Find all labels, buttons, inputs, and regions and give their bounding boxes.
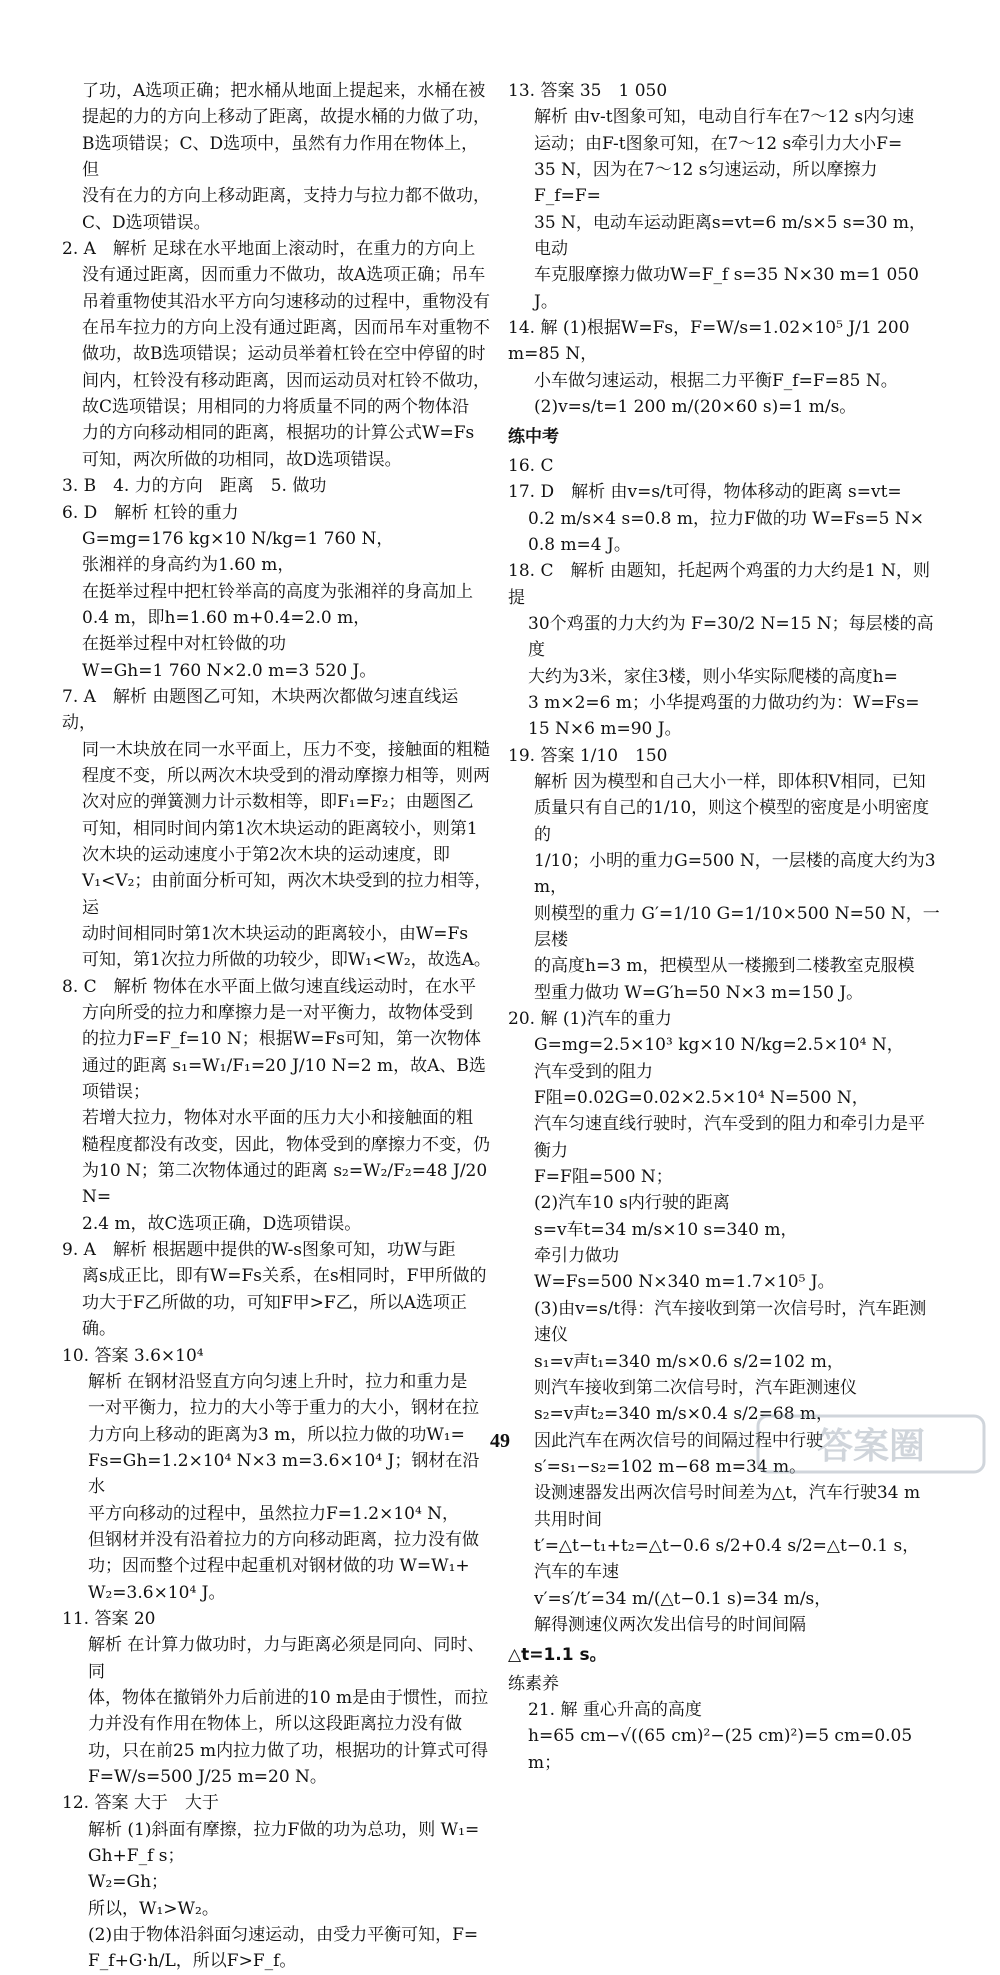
text-line: 速仪 bbox=[534, 1325, 568, 1346]
text-line: (2)v=s/t=1 200 m/(20×60 s)=1 m/s。 bbox=[534, 397, 857, 418]
text-line: 次对应的弹簧测力计示数相等，即F₁=F₂；由题图乙 bbox=[82, 792, 474, 813]
text-line: W₂=Gh； bbox=[88, 1872, 169, 1893]
text-line: 体，物体在撤销外力后前进的10 m是由于惯性，而拉 bbox=[88, 1687, 489, 1708]
text-line: Gh+F_f s； bbox=[88, 1846, 185, 1867]
text-line: 汽车受到的阻力 bbox=[534, 1061, 653, 1082]
left-column bbox=[62, 78, 492, 1975]
text-line: 设测速器发出两次信号时间差为△t，汽车行驶34 m bbox=[534, 1483, 921, 1504]
questions-3-5: 3. B 4. 力的方向 距离 5. 做功 bbox=[62, 476, 327, 497]
text-line: 0.2 m/s×4 s=0.8 m，拉力F做的功 W=Fs=5 N× bbox=[528, 508, 925, 529]
text-line: s=v车t=34 m/s×10 s=340 m， bbox=[534, 1219, 798, 1240]
text-line: v′=s′/t′=34 m/(△t−0.1 s)=34 m/s， bbox=[534, 1588, 832, 1609]
text-line: 了功，A选项正确；把水桶从地面上提起来，水桶在被 bbox=[82, 81, 486, 101]
text-line: F=W/s=500 J/25 m=20 N。 bbox=[88, 1767, 327, 1787]
text-line: W=Fs=500 N×340 m=1.7×10⁵ J。 bbox=[534, 1272, 835, 1293]
text-line: 则汽车接收到第二次信号时，汽车距测速仪 bbox=[534, 1377, 857, 1398]
text-line: 方向所受的拉力和摩擦力是一对平衡力，故物体受到 bbox=[82, 1003, 473, 1024]
text-line: 力的方向移动相同的距离，根据功的计算公式W=Fs bbox=[82, 423, 475, 444]
text-line: 张湘祥的身高约为1.60 m， bbox=[82, 555, 295, 576]
text-line: F阻=0.02G=0.02×2.5×10⁴ N=500 N， bbox=[534, 1088, 869, 1109]
text-line: 若增大拉力，物体对水平面的压力大小和接触面的粗 bbox=[82, 1108, 473, 1129]
text-line: 解析 在计算力做功时，力与距离必须是同向、同时、同 bbox=[88, 1635, 485, 1682]
text-line: 1/10；小明的重力G=500 N，一层楼的高度大约为3 m， bbox=[534, 850, 941, 898]
text-line: 吊着重物使其沿水平方向匀速移动的过程中，重物没有 bbox=[82, 291, 490, 312]
text-line: (2)汽车10 s内行驶的距离 bbox=[534, 1193, 730, 1214]
question-11: 11. 答案 20 bbox=[62, 1608, 156, 1629]
text-line: 程度不变，所以两次木块受到的滑动摩擦力相等，则两 bbox=[82, 765, 490, 786]
text-line: 动时间相同时第1次木块运动的距离较小，由W=Fs bbox=[82, 924, 469, 944]
question-21: 练素养 bbox=[508, 1673, 559, 1694]
text-line: 一对平衡力，拉力的大小等于重力的大小，钢材在拉 bbox=[88, 1398, 479, 1419]
question-17: 17. D 解析 由v=s/t可得，物体移动的距离 s=vt= bbox=[508, 482, 902, 503]
text-line: W₂=3.6×10⁴ J。 bbox=[88, 1582, 226, 1603]
text-line: 牵引力做功 bbox=[534, 1246, 619, 1267]
text-line: 大约为3米，家住3楼，则小华实际爬楼的高度h= bbox=[528, 666, 898, 687]
text-line: 3 m×2=6 m；小华提鸡蛋的力做功约为：W=Fs= bbox=[528, 692, 920, 713]
text-line: s₁=v声t₁=340 m/s×0.6 s/2=102 m， bbox=[534, 1351, 844, 1372]
text-line: 0.8 m=4 J。 bbox=[528, 534, 631, 555]
question-14: 14. 解 (1)根据W=Fs，F=W/s=1.02×10⁵ J/1 200 m=85 N， bbox=[508, 318, 915, 365]
text-line: 15 N×6 m=90 J。 bbox=[528, 719, 682, 740]
text-line: 故C选项错误；用相同的力将质量不同的两个物体沿 bbox=[82, 397, 470, 418]
text-line: 力并没有作用在物体上，所以这段距离拉力没有做 bbox=[88, 1714, 462, 1735]
question-16: 16. C bbox=[508, 455, 554, 476]
text-line: B选项错误；C、D选项中，虽然有力作用在物体上，但 bbox=[82, 133, 479, 181]
text-line: 2.4 m，故C选项正确，D选项错误。 bbox=[82, 1213, 362, 1234]
text-line: 做功，故B选项错误；运动员举着杠铃在空中停留的时 bbox=[82, 344, 486, 365]
text-line: 但钢材并没有沿着拉力的方向移动距离，拉力没有做 bbox=[88, 1529, 479, 1550]
text-line: 没有在力的方向上移动距离，支持力与拉力都不做功， bbox=[82, 186, 490, 207]
text-line: 功，只在前25 m内拉力做了功，根据功的计算式可得 bbox=[88, 1740, 489, 1761]
text-line: 质量只有自己的1/10，则这个模型的密度是小明密度的 bbox=[534, 798, 930, 845]
text-line: 可知，两次所做的功相同，故D选项错误。 bbox=[82, 449, 402, 470]
text-line: 则模型的重力 G′=1/10 G=1/10×500 N=50 N，一层楼 bbox=[534, 903, 940, 950]
text-line: F=F阻=500 N； bbox=[534, 1167, 673, 1188]
text-line: (2)由于物体沿斜面匀速运动，由受力平衡可知，F= bbox=[88, 1925, 479, 1946]
text-line: 35 N，因为在7～12 s匀速运动，所以摩擦力F_f=F= bbox=[534, 160, 878, 207]
watermark-text: 答案圈 bbox=[816, 1426, 926, 1467]
text-line: 离s成正比，即有W=Fs关系，在s相同时，F甲所做的 bbox=[82, 1266, 487, 1287]
text-line: G=mg=2.5×10³ kg×10 N/kg=2.5×10⁴ N， bbox=[534, 1035, 904, 1056]
text-line: 通过的距离 s₁=W₁/F₁=20 J/10 N=2 m，故A、B选项错误； bbox=[82, 1055, 486, 1103]
text-line: 解析 在钢材沿竖直方向匀速上升时，拉力和重力是 bbox=[88, 1371, 468, 1392]
text-line: 因此汽车在两次信号的间隔过程中行驶 bbox=[534, 1430, 823, 1451]
text-line: 解析 因为模型和自己大小一样，即体积V相同，已知 bbox=[534, 771, 926, 792]
text-line: 运动；由F-t图象可知，在7～12 s牵引力大小F= bbox=[534, 133, 903, 154]
text-line: 功大于F乙所做的功，可知F甲>F乙，所以A选项正确。 bbox=[82, 1292, 467, 1340]
question-12: 12. 答案 大于 大于 bbox=[62, 1793, 219, 1814]
text-line: 提起的力的方向上移动了距离，故提水桶的力做了功， bbox=[82, 107, 490, 128]
text-line: 30个鸡蛋的力大约为 F=30/2 N=15 N；每层楼的高度 bbox=[528, 613, 934, 661]
text-line: 的高度h=3 m，把模型从一楼搬到二楼教室克服模 bbox=[534, 956, 915, 977]
text-line: 平方向移动的过程中，虽然拉力F=1.2×10⁴ N， bbox=[88, 1503, 460, 1524]
text-line: 21. 解 重心升高的高度 bbox=[528, 1699, 702, 1720]
text-line: (3)由v=s/t得：汽车接收到第一次信号时，汽车距测 bbox=[534, 1298, 927, 1319]
text-line: 衡力 bbox=[534, 1140, 568, 1161]
section-heading-exam-practice: 练中考 bbox=[508, 427, 559, 448]
text-line: 糙程度都没有改变，因此，物体受到的摩擦力不变，仍 bbox=[82, 1134, 490, 1155]
text-line: G=mg=176 kg×10 N/kg=1 760 N， bbox=[82, 528, 394, 549]
text-line: 35 N，电动车运动距离s=vt=6 m/s×5 s=30 m，电动 bbox=[534, 212, 926, 260]
question-20: 20. 解 (1)汽车的重力 bbox=[508, 1009, 672, 1030]
text-line: 次木块的运动速度小于第2次木块的运动速度，即 bbox=[82, 844, 450, 865]
text-line: s₂=v声t₂=340 m/s×0.4 s/2=68 m， bbox=[534, 1404, 834, 1425]
question-18: 18. C 解析 由题知，托起两个鸡蛋的力大约是1 N，则提 bbox=[508, 561, 930, 608]
text-line: Fs=Gh=1.2×10⁴ N×3 m=3.6×10⁴ J；钢材在沿水 bbox=[88, 1450, 480, 1498]
text-line: h=65 cm−√((65 cm)²−(25 cm)²)=5 cm=0.05 m； bbox=[528, 1726, 918, 1773]
text-line: 解析 由v-t图象可知，电动自行车在7～12 s内匀速 bbox=[534, 107, 915, 128]
text-line: 的拉力F=F_f=10 N；根据W=Fs可知，第一次物体 bbox=[82, 1029, 482, 1050]
text-line: 同一木块放在同一水平面上，压力不变，接触面的粗糙 bbox=[82, 739, 490, 760]
text-line: 可知，第1次拉力所做的功较少，即W₁<W₂，故选A。 bbox=[82, 950, 491, 971]
text-line: 可知，相同时间内第1次木块运动的距离较小，则第1 bbox=[82, 818, 478, 839]
text-line: 为10 N；第二次物体通过的距离 s₂=W₂/F₂=48 J/20 N= bbox=[82, 1161, 493, 1208]
text-line: 功；因而整个过程中起重机对钢材做的功 W=W₁+ bbox=[88, 1556, 470, 1577]
text-line: t′=△t−t₁+t₂=△t−0.6 s/2+0.4 s/2=△t−0.1 s， bbox=[534, 1535, 920, 1556]
text-line: 解得测速仪两次发出信号的时间间隔 bbox=[534, 1614, 806, 1635]
text-line: W=Gh=1 760 N×2.0 m=3 520 J。 bbox=[82, 660, 377, 681]
watermark-logo bbox=[756, 1412, 986, 1500]
page-number: 49 bbox=[490, 1430, 510, 1452]
text-line: 在挺举过程中对杠铃做的功 bbox=[82, 634, 286, 655]
question-6: 6. D 解析 杠铃的重力 bbox=[62, 502, 239, 523]
text-line: V₁<V₂；由前面分析可知，两次木块受到的拉力相等，运 bbox=[82, 871, 492, 918]
question-7: 7. A 解析 由题图乙可知，木块两次都做匀速直线运动， bbox=[62, 686, 459, 734]
text-line: 汽车的车速 bbox=[534, 1562, 619, 1583]
text-line: 型重力做功 W=G′h=50 N×3 m=150 J。 bbox=[534, 982, 864, 1003]
text-line: 没有通过距离，因而重力不做功，故A选项正确；吊车 bbox=[82, 265, 486, 286]
text-line: 解析 (1)斜面有摩擦，拉力F做的功为总功，则 W₁= bbox=[88, 1819, 480, 1840]
text-line: 间内，杠铃没有移动距离，因而运动员对杠铃不做功， bbox=[82, 370, 490, 391]
text-line: 共用时间 bbox=[534, 1509, 602, 1530]
right-column bbox=[508, 78, 940, 1776]
text-line: 车克服摩擦力做功W=F_f s=35 N×30 m=1 050 J。 bbox=[534, 265, 925, 312]
text-line: 0.4 m，即h=1.60 m+0.4=2.0 m， bbox=[82, 607, 371, 628]
text-line: 在挺举过程中把杠铃举高的高度为张湘祥的身高加上 bbox=[82, 581, 473, 602]
text-line: 汽车匀速直线行驶时，汽车受到的阻力和牵引力是平 bbox=[534, 1114, 925, 1135]
text-line: s′=s₁−s₂=102 m−68 m=34 m。 bbox=[534, 1456, 807, 1477]
text-line: 所以，W₁>W₂。 bbox=[88, 1898, 219, 1919]
text-line: C、D选项错误。 bbox=[82, 212, 211, 233]
question-8: 8. C 解析 物体在水平面上做匀速直线运动时，在水平 bbox=[62, 976, 477, 997]
question-2: 2. A 解析 足球在水平地面上滚动时，在重力的方向上 bbox=[62, 239, 476, 260]
question-9: 9. A 解析 根据题中提供的W-s图象可知，功W与距 bbox=[62, 1240, 456, 1261]
text-line: 力方向上移动的距离为3 m，所以拉力做的功W₁= bbox=[88, 1424, 465, 1445]
text-line: 在吊车拉力的方向上没有通过距离，因而吊车对重物不 bbox=[82, 318, 490, 339]
section-heading-competency: △t=1.1 s。 bbox=[508, 1645, 607, 1666]
question-13: 13. 答案 35 1 050 bbox=[508, 81, 668, 101]
text-line: F_f+G·h/L，所以F>F_f。 bbox=[88, 1951, 297, 1972]
question-19: 19. 答案 1/10 150 bbox=[508, 745, 668, 766]
question-10: 10. 答案 3.6×10⁴ bbox=[62, 1345, 204, 1366]
text-line: 小车做匀速运动，根据二力平衡F_f=F=85 N。 bbox=[534, 370, 898, 391]
